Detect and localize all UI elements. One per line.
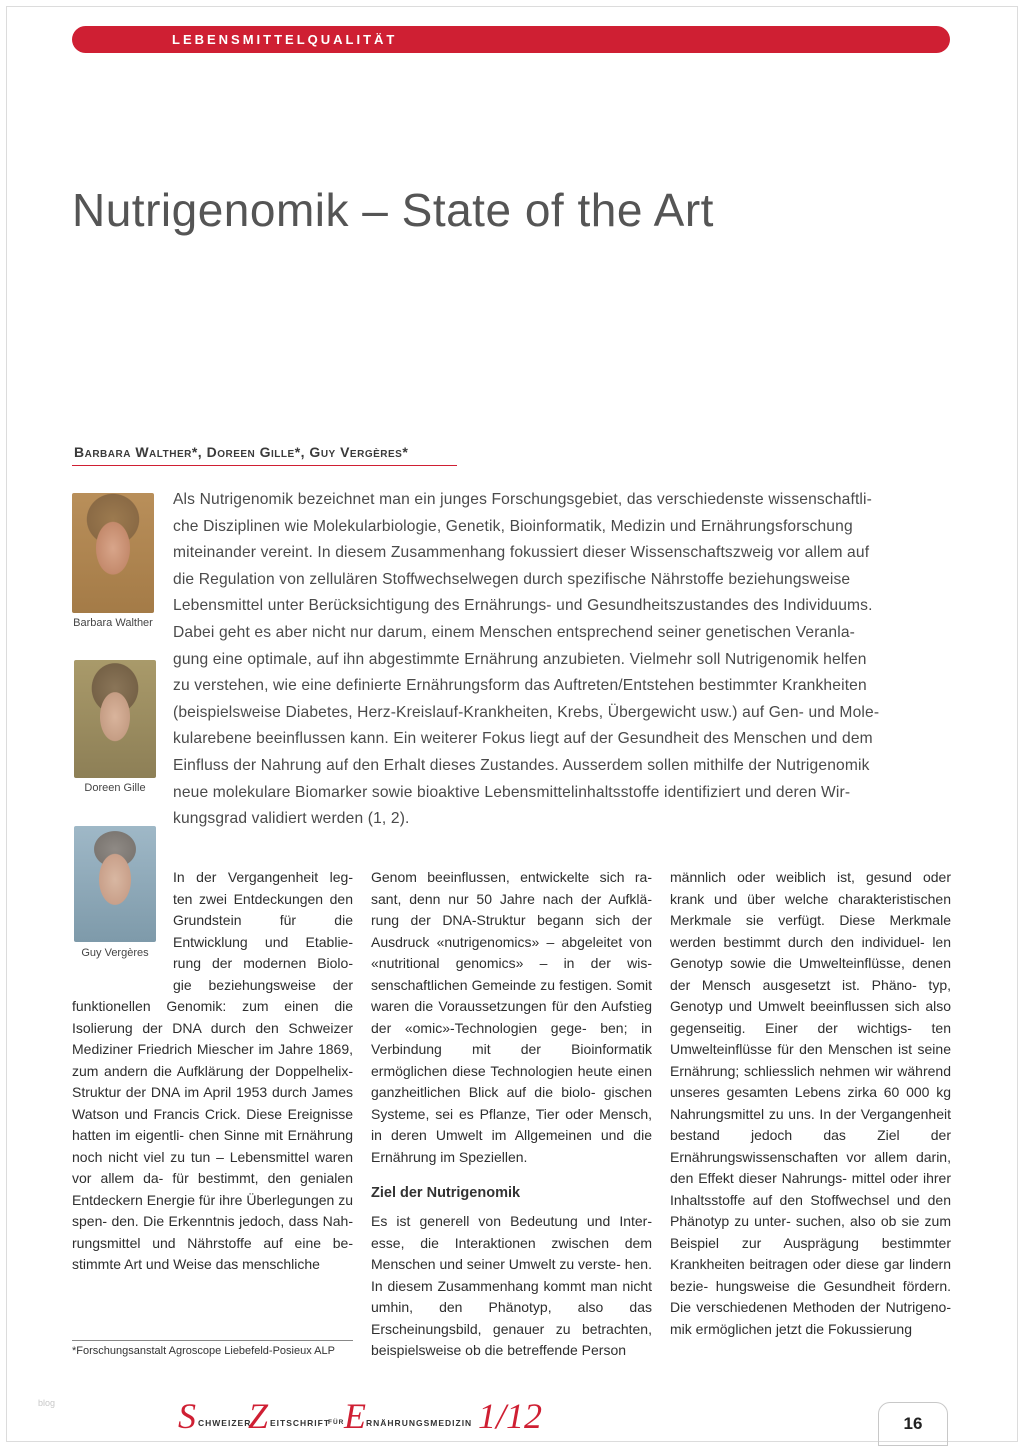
column-3-body: männlich oder weiblich ist, gesund oder krank und über welche charakteristischen Merkmale sie verfügt. Diese Merkmale werden bestimmt durch den individuel- len Genotyp sowie die Umwelteinflüsse, denen der Mensch ausgesetzt ist. Phäno- typ, Genotyp und Umwelt beeinflussen sich also gegenseitig. Einer der wichtigs- ten Umwelteinflüsse für den Menschen ist seine Ernährung; schliesslich nehmen wir während unseres gesamten Lebens zirka 60 000 kg Nahrungsmittel zu uns. In der Vergangenheit bestand jedoch das Ziel der Ernährungswissenschaften vor allem darin, den Effekt dieser Nahrungs- mittel oder ihrer Inhaltsstoffe auf den Stoffwechsel und den Phänotyp zu unter- suchen, also ob sie zum Beispiel zur Ausprägung bestimmter Krankheiten beitragen oder diese gar lindern bezie- hungsweise die Gesundheit fördern. Die verschiedenen Methoden der Nutrigeno- mik ermöglichen jetzt die Fokussierung (670, 869, 951, 1337)
article-authors: Barbara Walther*, Doreen Gille*, Guy Vergères* (74, 444, 409, 460)
authors-underline (72, 465, 457, 466)
footnote-rule (72, 1340, 353, 1341)
section-label: LEBENSMITTELQUALITÄT (172, 32, 398, 47)
column-2-body-b: Es ist generell von Bedeutung und Inter- esse, die Interaktionen zwischen dem Menschen und seiner Umwelt zu verste- hen. In diesem Zusammenhang kommt man nicht umhin, den Phänotyp, also das Erscheinungsbild, genauer zu betrachten, beispielsweise ob die betreffende Person (371, 1213, 652, 1358)
column-2-body: Genom beeinflussen, entwickelte sich ra- sant, denn nur 50 Jahre nach der Aufklä- rung der DNA-Struktur begann sich der Ausdruck «nutrigenomics» – abgeleitet von «nutritional genomics» – in der wis- senschaftlichen Gemeinde zu festigen. Somit waren die Voraussetzungen für den Aufstieg der «omic»-Technologien gege- ben; in Verbindung mit der Bioinformatik ermöglichen diese Technologien heute einen ganzheitlichen Blick auf die biolo- gischen Systeme, sei es Pflanze, Tier oder Mensch, in deren Umwelt im Allgemeinen und die Ernährung im Speziellen. (371, 869, 652, 1165)
watermark: blog (38, 1398, 56, 1408)
journal-letter-z: Z (248, 1396, 269, 1436)
journal-issue: 1/12 (478, 1396, 543, 1436)
author-photo-gille (74, 660, 156, 778)
subheading-ziel: Ziel der Nutrigenomik (371, 1185, 521, 1201)
journal-logo (178, 1396, 578, 1436)
article-abstract: Als Nutrigenomik bezeichnet man ein junges Forschungsgebiet, das verschiedenste wissenschaftli- che Disziplinen wie Molekularbiologie, Genetik, Bioinformatik, Medizin und Ernährungsforschung miteinander vereint. In diesem Zusammenhang fokussiert dieser Wissenschaftszweig vor allem auf die Regulation von zellulären Stoffwechselwegen durch spezifische Nährstoffe beziehungsweise Lebensmittel unter Berücksichtigung des Ernährungs- und Gesundheitszustandes des Individuums. Dabei geht es aber nicht nur darum, einem Menschen entsprechend seiner genetischen Veranla- gung eine optimale, auf ihn abgestimmte Ernährung anzubieten. Vielmehr soll Nutrigenomik helfen zu verstehen, wie eine definierte Ernährungsform das Auftreten/Entstehen bestimmter Krankheiten (beispielsweise Diabetes, Herz-Kreislauf-Krankheiten, Krebs, Übergewicht usw.) auf Gen- und Mole- kularebene beeinflussen kann. Ein weiterer Fokus liegt auf der Gesundheit des Menschen und dem Einfluss der Nahrung auf den Erhalt dieses Zustandes. Ausserdem sollen mithilfe der Nutrigenomik neue molekulare Biomarker sowie bioaktive Lebensmittelinhaltsstoffe identifiziert und deren Wir- kungsgrad validiert werden (1, 2). (173, 491, 880, 828)
journal-letter-e: E (344, 1396, 366, 1436)
journal-word-s: CHWEIZER (198, 1418, 252, 1428)
journal-word-z: EITSCHRIFT (270, 1418, 331, 1428)
journal-word-e: RNÄHRUNGSMEDIZIN (366, 1418, 473, 1428)
section-header-bar (72, 26, 950, 53)
column-1-intro: In der Vergangenheit leg- ten zwei Entdeckungen den Grundstein für die Entwicklung und Etablie- rung der modernen Biolo- gie beziehungsweise der (173, 869, 353, 993)
journal-letter-s: S (178, 1396, 196, 1436)
journal-word-fuer: FÜR (328, 1419, 345, 1426)
author-caption-vergeres: Guy Vergères (81, 947, 149, 959)
column-1-body: funktionellen Genomik: zum einen die Isolierung der DNA durch den Schweizer Mediziner Friedrich Miescher im Jahre 1869, zum andern die Aufklärung der Doppelhelix-Struktur der DNA im April 1953 durch James Watson und Francis Crick. Diese Ereignisse hatten im eigentli- chen Sinne mit Ernährung noch nicht viel zu tun – Lebensmittel waren vor allem da- für bestimmt, den genialen Entdeckern Energie für ihre Überlegungen zu spen- den. Die Erkenntnis jedoch, dass Nah- rungsmittel und Nährstoffe auf eine be- stimmte Art und Weise das menschliche (72, 998, 353, 1272)
article-title: Nutrigenomik – State of the Art (72, 184, 714, 236)
page-number: 16 (878, 1402, 948, 1446)
author-photo-vergeres (74, 826, 156, 942)
author-caption-walther: Barbara Walther (73, 617, 153, 629)
footnote: *Forschungsanstalt Agroscope Liebefeld-Posieux ALP (72, 1345, 335, 1357)
author-caption-gille: Doreen Gille (84, 782, 146, 794)
author-photo-walther (72, 493, 154, 613)
